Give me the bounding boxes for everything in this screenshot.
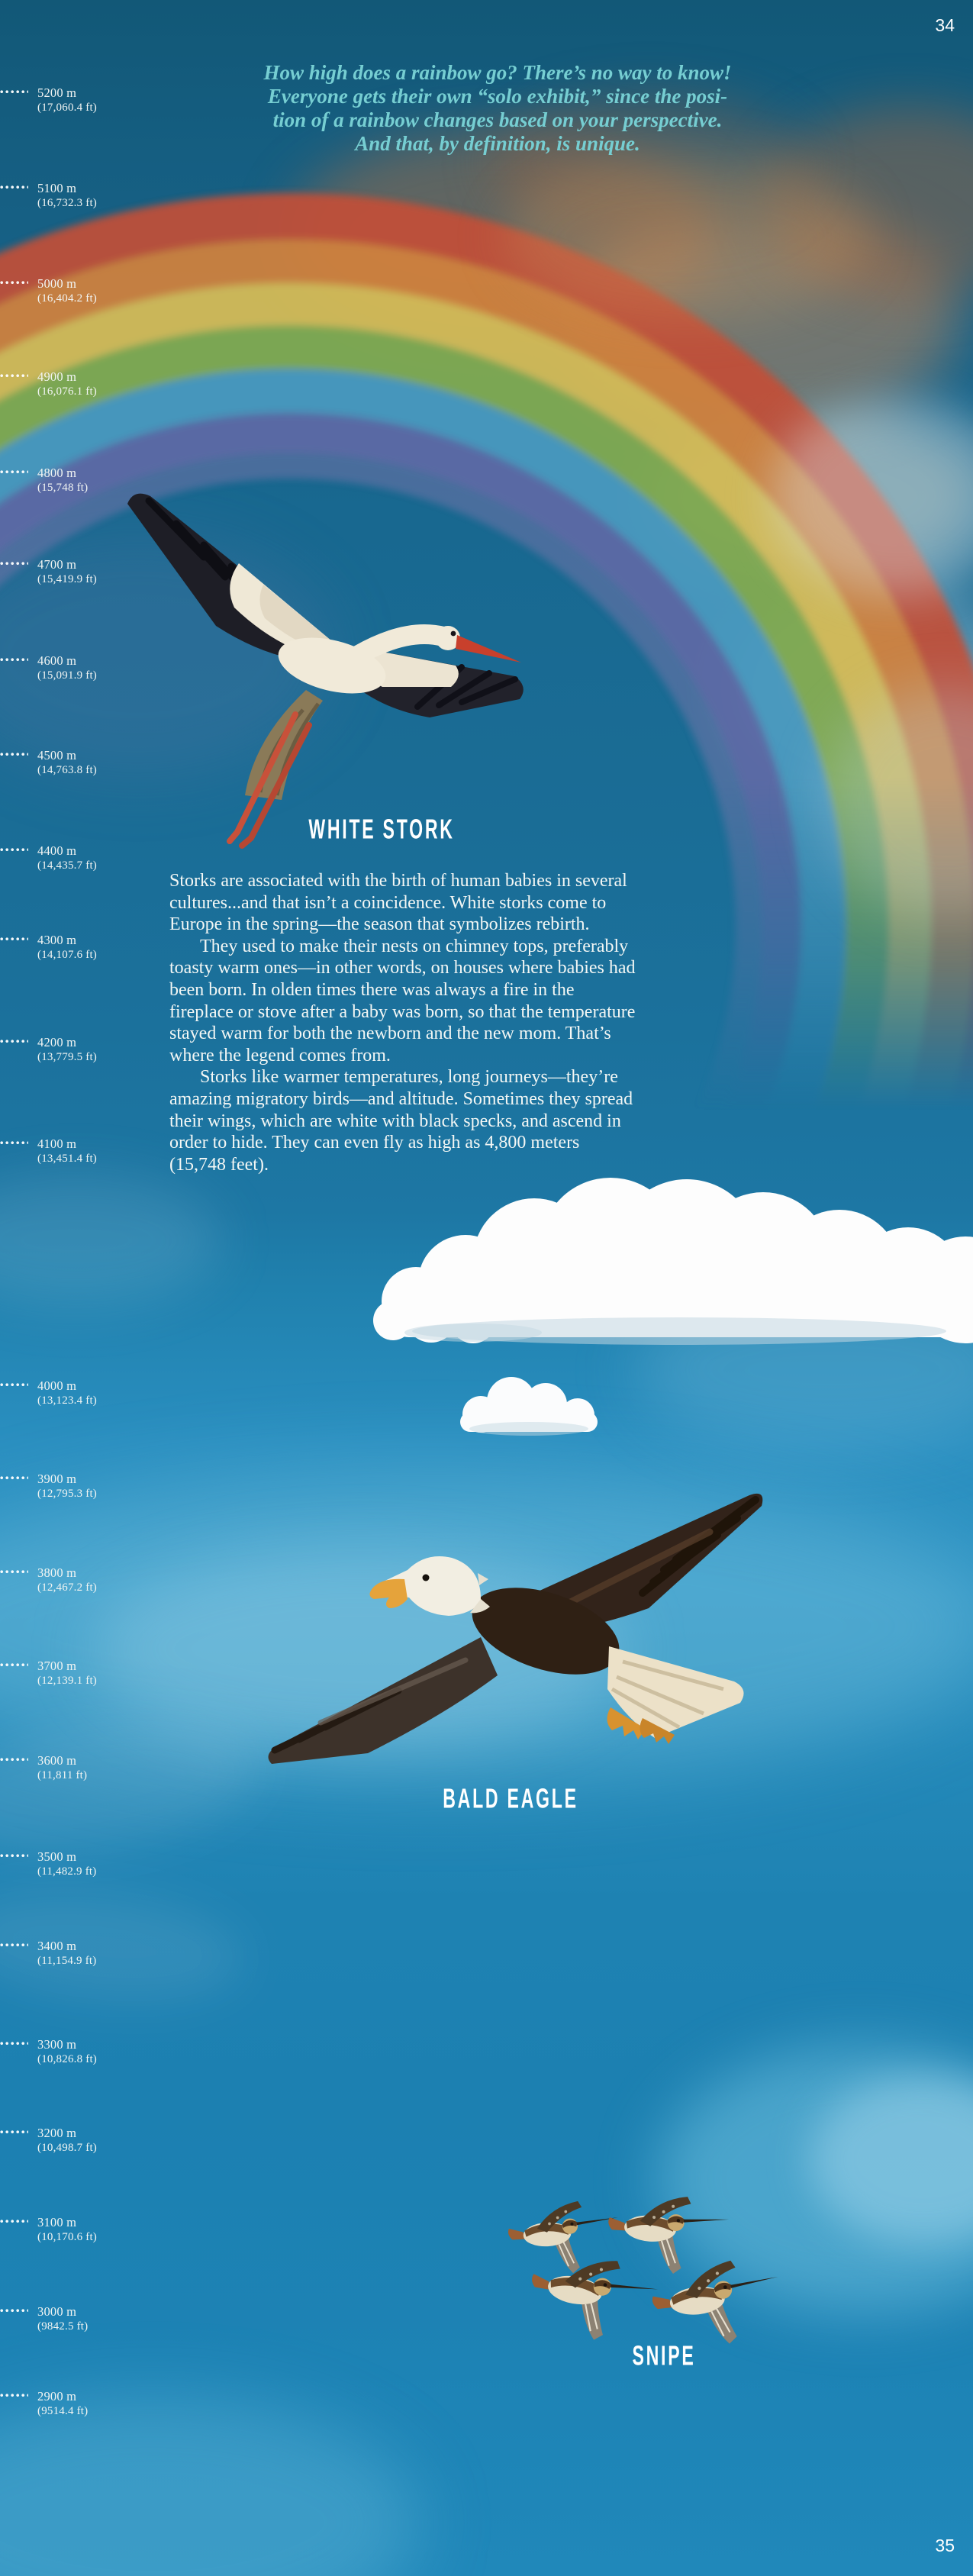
altitude-meters: 3500 m <box>37 1849 77 1864</box>
altitude-feet: (11,154.9 ft) <box>37 1955 97 1967</box>
tick-dots-icon <box>0 1476 28 1480</box>
altitude-scale <box>0 0 176 2576</box>
bald-eagle-illustration <box>252 1485 771 1805</box>
altitude-meters: 3200 m <box>37 2126 77 2140</box>
white-stork-illustration <box>103 487 530 846</box>
tick-dots-icon <box>0 848 28 852</box>
intro-text <box>253 61 742 156</box>
altitude-feet: (16,404.2 ft) <box>37 292 98 305</box>
altitude-marker <box>0 2214 97 2245</box>
altitude-meters: 3400 m <box>37 1939 77 1953</box>
altitude-marker <box>0 1849 96 1879</box>
altitude-feet: (15,748 ft) <box>37 482 89 494</box>
altitude-meters: 3900 m <box>37 1472 77 1486</box>
snipe-heading: SNIPE <box>632 2340 696 2372</box>
altitude-meters: 5200 m <box>37 85 77 100</box>
page-number-35: 35 <box>935 2536 955 2555</box>
altitude-marker <box>0 465 88 495</box>
tick-dots-icon <box>0 1141 28 1145</box>
altitude-meters: 3800 m <box>37 1565 77 1580</box>
altitude-meters: 4700 m <box>37 557 77 572</box>
tick-dots-icon <box>0 1040 28 1043</box>
altitude-feet: (13,779.5 ft) <box>37 1051 98 1063</box>
altitude-meters: 3300 m <box>37 2037 77 2052</box>
paragraph: Storks are associated with the birth of human babies in several cultures...and that isn’t a coincidence. White storks come to Europe in the spring—the season that symbolizes rebirth. <box>169 871 627 935</box>
tick-dots-icon <box>0 1943 28 1947</box>
altitude-marker <box>0 653 97 683</box>
altitude-marker <box>0 276 97 306</box>
tick-dots-icon <box>0 185 28 189</box>
altitude-meters: 4500 m <box>37 748 77 762</box>
altitude-feet: (15,419.9 ft) <box>37 573 98 585</box>
altitude-feet: (12,467.2 ft) <box>37 1581 98 1594</box>
tick-dots-icon <box>0 374 28 378</box>
altitude-marker <box>0 747 97 778</box>
stork-heading: WHITE STORK <box>308 814 455 846</box>
altitude-meters: 4800 m <box>37 466 77 480</box>
altitude-marker <box>0 1471 97 1501</box>
tick-dots-icon <box>0 2309 28 2313</box>
tick-dots-icon <box>0 1854 28 1858</box>
altitude-meters: 4200 m <box>37 1035 77 1049</box>
altitude-meters: 5000 m <box>37 276 77 291</box>
altitude-marker <box>0 2125 97 2155</box>
tick-dots-icon <box>0 2220 28 2223</box>
tick-dots-icon <box>0 2394 28 2397</box>
altitude-feet: (13,123.4 ft) <box>37 1394 98 1407</box>
tick-dots-icon <box>0 937 28 941</box>
altitude-feet: (13,451.4 ft) <box>37 1153 98 1165</box>
altitude-feet: (14,763.8 ft) <box>37 764 98 776</box>
altitude-marker <box>0 180 97 211</box>
altitude-meters: 3100 m <box>37 2215 77 2229</box>
altitude-feet: (16,076.1 ft) <box>37 385 98 398</box>
altitude-marker <box>0 2036 97 2067</box>
altitude-feet: (12,139.1 ft) <box>37 1675 98 1687</box>
altitude-meters: 3700 m <box>37 1659 77 1673</box>
tick-dots-icon <box>0 2130 28 2134</box>
altitude-meters: 4600 m <box>37 653 77 668</box>
tick-dots-icon <box>0 90 28 94</box>
page-number-34: 34 <box>935 15 955 35</box>
paragraph: They used to make their nests on chimney tops, preferably toasty warm ones—in other words, on houses where babies had been born. In olden times there was always a fire in the fireplace or stove after a baby was born, so that the temperature stayed warm for both the newborn and the new mom. That’s where the legend comes from. <box>169 936 636 1066</box>
altitude-feet: (15,091.9 ft) <box>37 669 98 682</box>
altitude-feet: (14,435.7 ft) <box>37 859 98 872</box>
altitude-marker <box>0 1658 97 1688</box>
altitude-feet: (10,170.6 ft) <box>37 2231 98 2243</box>
altitude-feet: (9842.5 ft) <box>37 2320 89 2333</box>
altitude-meters: 4100 m <box>37 1136 77 1151</box>
tick-dots-icon <box>0 753 28 756</box>
altitude-feet: (17,060.4 ft) <box>37 102 98 114</box>
altitude-marker <box>0 2388 88 2419</box>
altitude-feet: (12,795.3 ft) <box>37 1488 98 1500</box>
altitude-meters: 4900 m <box>37 369 77 384</box>
altitude-feet: (11,811 ft) <box>37 1769 88 1781</box>
altitude-meters: 2900 m <box>37 2389 77 2404</box>
altitude-marker <box>0 1752 87 1783</box>
altitude-feet: (10,498.7 ft) <box>37 2142 98 2154</box>
altitude-meters: 4300 m <box>37 933 77 947</box>
eagle-heading: BALD EAGLE <box>443 1783 578 1815</box>
tick-dots-icon <box>0 1758 28 1762</box>
altitude-marker <box>0 85 97 115</box>
tick-dots-icon <box>0 562 28 566</box>
altitude-feet: (11,482.9 ft) <box>37 1865 97 1878</box>
altitude-marker <box>0 1378 97 1408</box>
altitude-meters: 5100 m <box>37 181 77 195</box>
tick-dots-icon <box>0 281 28 285</box>
altitude-marker <box>0 1938 96 1968</box>
altitude-meters: 3600 m <box>37 1753 77 1768</box>
altitude-feet: (16,732.3 ft) <box>37 197 98 209</box>
intro-line: How high does a rainbow go? There’s no way to know! <box>263 61 732 84</box>
altitude-feet: (10,826.8 ft) <box>37 2053 98 2065</box>
altitude-meters: 4000 m <box>37 1378 77 1393</box>
altitude-marker <box>0 1034 97 1065</box>
altitude-marker <box>0 1136 97 1166</box>
cumulus-cloud-illustration <box>359 1175 973 1355</box>
altitude-marker <box>0 369 97 399</box>
intro-line: Everyone gets their own “solo exhibit,” since the posi- <box>267 85 728 108</box>
altitude-marker <box>0 556 97 587</box>
tick-dots-icon <box>0 1383 28 1387</box>
altitude-marker <box>0 932 97 962</box>
paragraph: Storks like warmer temperatures, long journeys—they’re amazing migratory birds—and altitude. Sometimes they spread their wings, which are white with black specks, and ascend in order to hide. They can even fly as high as 4,800 meters (15,748 feet). <box>169 1067 633 1175</box>
tick-dots-icon <box>0 2042 28 2046</box>
altitude-marker <box>0 1565 97 1595</box>
tick-dots-icon <box>0 1663 28 1667</box>
tick-dots-icon <box>0 658 28 662</box>
altitude-feet: (14,107.6 ft) <box>37 949 98 961</box>
altitude-feet: (9514.4 ft) <box>37 2405 89 2417</box>
small-cloud-illustration <box>439 1372 618 1445</box>
altitude-marker <box>0 2304 88 2334</box>
altitude-meters: 3000 m <box>37 2304 77 2319</box>
intro-line: And that, by definition, is unique. <box>355 132 640 155</box>
altitude-meters: 4400 m <box>37 843 77 858</box>
intro-line: tion of a rainbow changes based on your perspective. <box>272 108 723 131</box>
tick-dots-icon <box>0 1570 28 1574</box>
stork-body-text <box>169 870 640 1175</box>
tick-dots-icon <box>0 470 28 474</box>
altitude-marker <box>0 843 97 873</box>
